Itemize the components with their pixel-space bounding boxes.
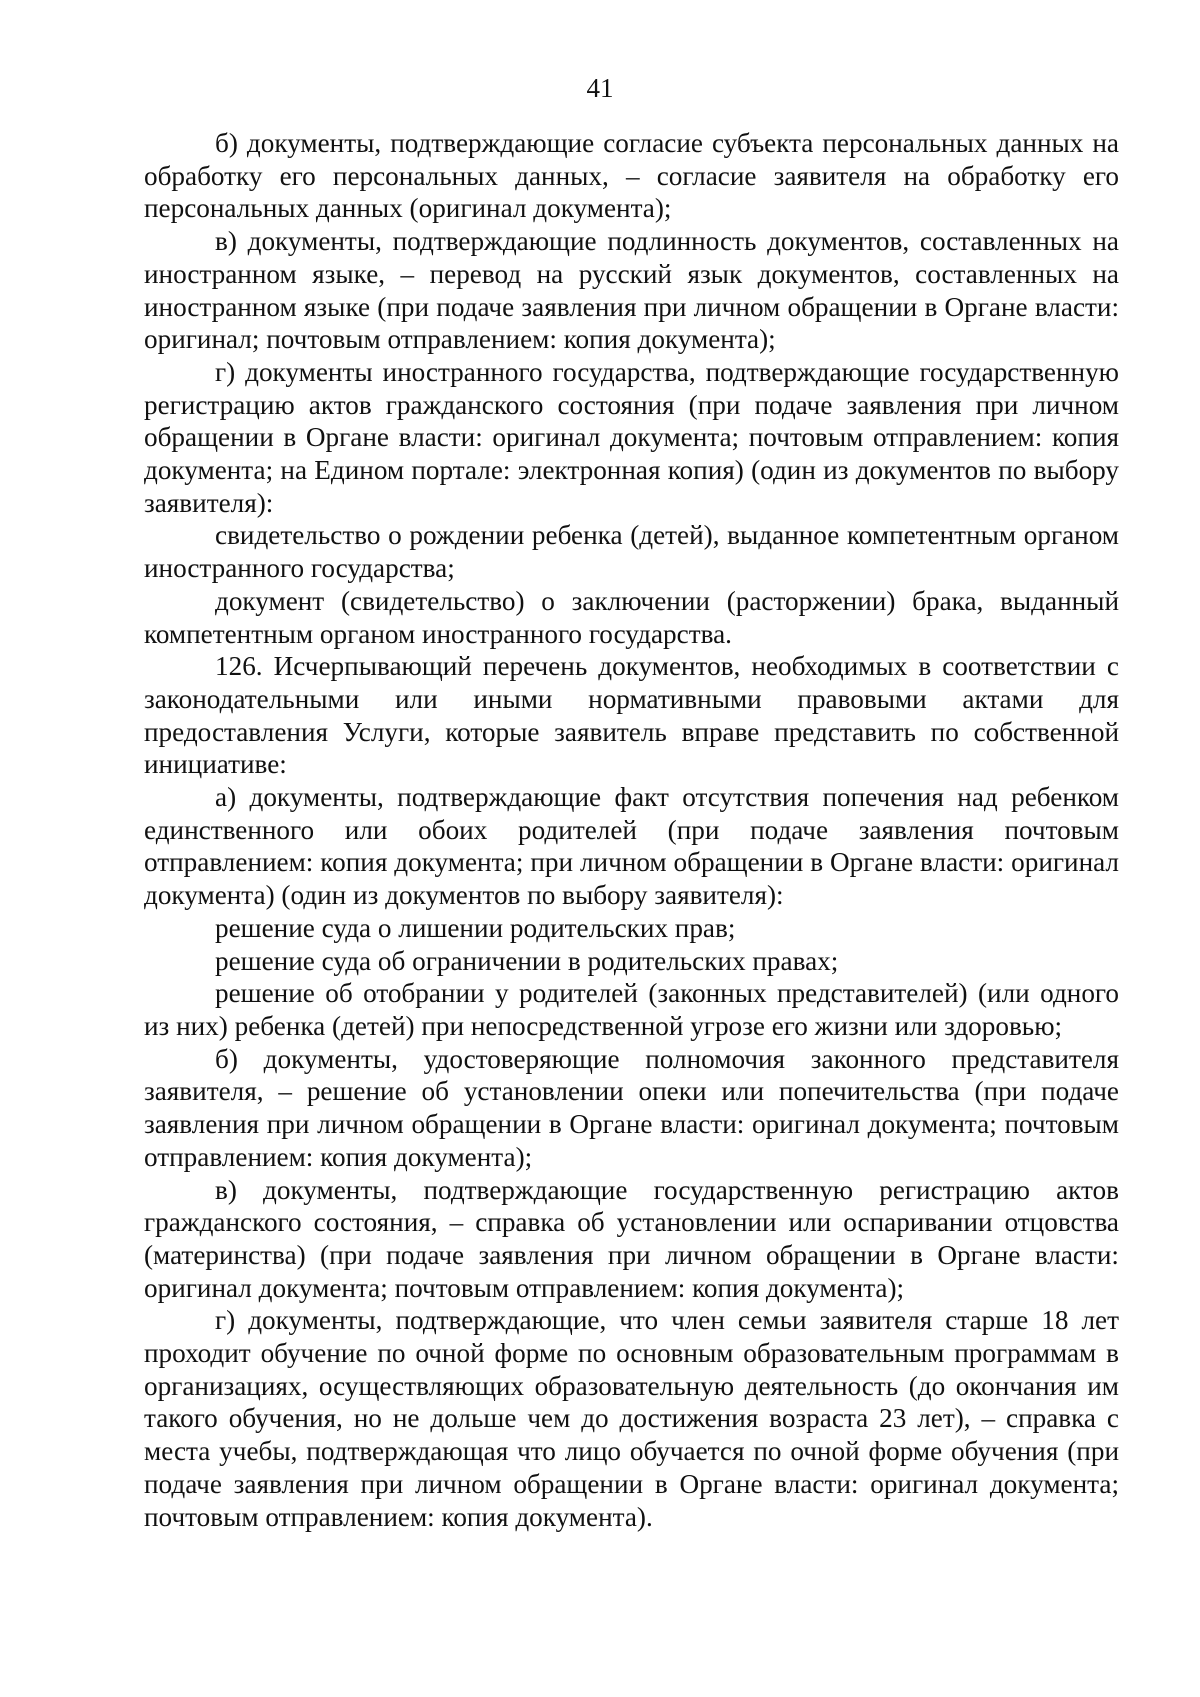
paragraph-g-foreign-documents: г) документы иностранного государства, подтверждающие государственную регистрацию актов гражданского состояния (при подаче заявления при личном обращении в Органе власти: оригинал документа; почтовым отправлением: копия документа; на Едином портале: электронная копия) (один из документов по выбору заявителя): xyxy=(144,356,1119,518)
paragraph-marriage-certificate: документ (свидетельство) о заключении (расторжении) брака, выданный компетентным органом иностранного государства. xyxy=(144,585,1119,649)
document-body xyxy=(144,127,1119,1533)
paragraph-birth-certificate: свидетельство о рождении ребенка (детей), выданное компетентным органом иностранного государства; xyxy=(144,520,1119,584)
paragraph-court-limitation: решение суда об ограничении в родительских правах; xyxy=(215,945,839,976)
paragraph-b-representative: б) документы, удостоверяющие полномочия законного представителя заявителя, – решение об установлении опеки или попечительства (при подаче заявления при личном обращении в Органе власти: оригинал документа; почтовым отправлением: копия документа); xyxy=(144,1043,1119,1172)
paragraph-v-civil-registration: в) документы, подтверждающие государственную регистрацию актов гражданского состояния, – справка об установлении или оспаривании отцовства (материнства) (при подаче заявления при личном обращении в Органе власти: оригинал документа; почтовым отправлением: копия документа); xyxy=(144,1174,1119,1303)
paragraph-126-list: 126. Исчерпывающий перечень документов, необходимых в соответствии с законодательными или иными нормативными правовыми актами для предоставления Услуги, которые заявитель вправе представить по собственной инициативе: xyxy=(144,651,1119,780)
paragraph-v-translation: в) документы, подтверждающие подлинность документов, составленных на иностранном языке, – перевод на русский язык документов, составленных на иностранном языке (при подаче заявления при личном обращении в Органе власти: оригинал; почтовым отправлением: копия документа); xyxy=(144,226,1119,355)
paragraph-a-no-care: а) документы, подтверждающие факт отсутствия попечения над ребенком единственного или обоих родителей (при подаче заявления почтовым отправлением: копия документа; при личном обращении в Органе власти: оригинал документа) (один из документов по выбору заявителя): xyxy=(144,782,1119,911)
paragraph-b-consent: б) документы, подтверждающие согласие субъекта персональных данных на обработку его персональных данных, – согласие заявителя на обработку его персональных данных (оригинал документа); xyxy=(144,128,1119,224)
page-number: 41 xyxy=(586,73,614,103)
paragraph-g-education: г) документы, подтверждающие, что член семьи заявителя старше 18 лет проходит обучение по очной форме по основным образовательным программам в организациях, осуществляющих образовательную деятельность (до окончания им такого обучения, но не дольше чем до достижения возраста 23 лет), – справка с места учебы, подтверждающая что лицо обучается по очной форме обучения (при подаче заявления при личном обращении в Органе власти: оригинал документа; почтовым отправлением: копия документа). xyxy=(144,1305,1119,1532)
paragraph-court-deprivation: решение суда о лишении родительских прав; xyxy=(215,912,736,943)
paragraph-removal-decision: решение об отобрании у родителей (законных представителей) (или одного из них) ребенка (детей) при непосредственной угрозе его жизни или здоровью; xyxy=(144,978,1119,1041)
